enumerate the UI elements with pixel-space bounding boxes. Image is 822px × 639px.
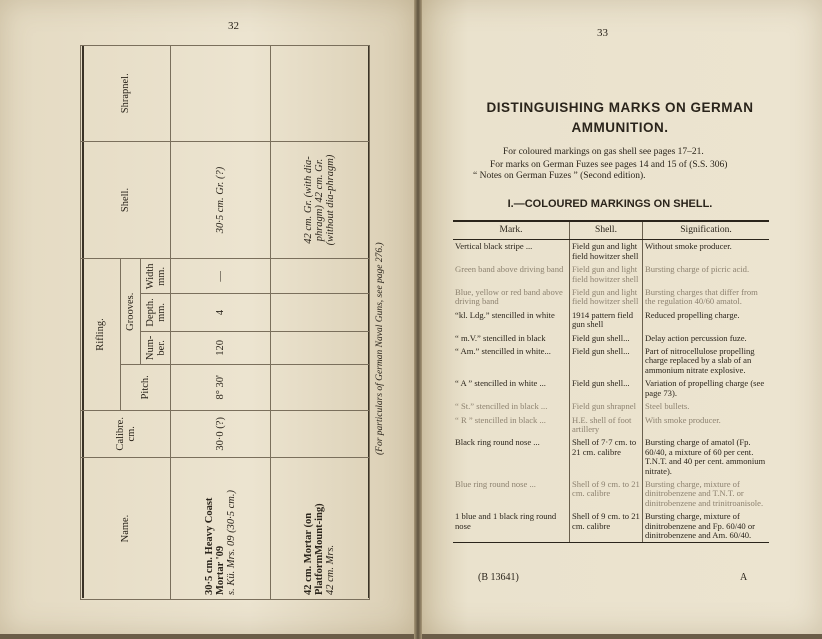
table-row [453, 510, 769, 543]
row-shrapnel [171, 46, 271, 142]
cell-signification: With smoke producer. [645, 414, 721, 425]
row-calibre: 30·0 (?) [171, 410, 271, 458]
table-row [453, 345, 769, 377]
cell-shell: Shell of 7·7 cm. to 21 cm. calibre [570, 436, 643, 478]
row-depth: 4 [171, 294, 271, 331]
row-shrapnel [270, 46, 370, 142]
col-mark: Mark. [453, 221, 570, 240]
page-title-line1: DISTINGUISHING MARKS ON GERMAN [486, 100, 754, 115]
cell-mark: Green band above driving band [455, 264, 564, 275]
cell-signification: Variation of propelling charge (see page 73). [645, 378, 765, 398]
table-row [453, 377, 769, 400]
table-row [453, 332, 769, 345]
cell-shell: H.E. shell of foot artillery [570, 414, 643, 437]
cell-signification: Part of nitrocellulose propelling charge replaced by a slab of an ammonium nitrate explosive. [645, 346, 755, 375]
coloured-markings-table [453, 220, 769, 543]
cell-signification: Bursting charge, mixture of dinitrobenzene and T.N.T. or dinitrobenzene and trinitroanisole. [645, 478, 764, 508]
cell-signification: Delay action percussion fuze. [645, 332, 747, 343]
cell-mark: Blue ring round nose ... [455, 478, 536, 489]
cell-mark: “ St.” stencilled in black ... [455, 401, 548, 412]
row-number [270, 331, 370, 365]
col-pitch: Pitch. [121, 365, 171, 410]
col-width: Width mm. [141, 259, 171, 294]
left-page-number: 32 [228, 20, 239, 32]
col-name: Name. [81, 458, 171, 600]
row-name-sub: s. Kü. Mrs. 09 (30·5 cm.) [225, 490, 237, 595]
cell-shell: Field gun shrapnel [570, 400, 643, 413]
cell-mark: “ A ” stencilled in white ... [455, 378, 546, 389]
table-row [453, 286, 769, 309]
header-rifling: Rifling. [81, 259, 121, 410]
left-footnote: (For particulars of German Naval Guns, see page 276.) [375, 242, 385, 455]
row-width: — [171, 259, 271, 294]
page-title-line2: AMMUNITION. [571, 120, 669, 135]
cell-shell: Field gun shell... [570, 377, 643, 400]
cell-shell: Field gun shell... [570, 332, 643, 345]
col-signification: Signification. [643, 221, 770, 240]
cell-shell: Field gun and light field howitzer shell [570, 286, 643, 309]
cell-shell: Field gun and light field howitzer shell [570, 240, 643, 263]
header-grooves: Grooves. [121, 259, 141, 365]
cell-shell: Field gun and light field howitzer shell [570, 263, 643, 286]
cell-mark: “ m.V.” stencilled in black [455, 332, 546, 343]
col-shrapnel: Shrapnel. [81, 46, 171, 142]
section-heading: I.—COLOURED MARKINGS ON SHELL. [507, 198, 713, 210]
table-row [453, 240, 769, 263]
row-shell: 42 cm. Gr. (with dia-phragm) 42 cm. Gr. (without dia-phragm) [270, 141, 370, 259]
col-calibre: Calibre. cm. [81, 410, 171, 458]
col-shell: Shell. [81, 141, 171, 259]
cell-signification: Bursting charge of amatol (Fp. 60/40, a mixture of 60 per cent. T.N.T. and 40 per cent. ammonium nitrate). [645, 437, 766, 476]
col-depth: Depth. mm. [141, 294, 171, 331]
cell-mark: Black ring round nose ... [455, 437, 540, 448]
row-pitch: 8° 30' [171, 365, 271, 410]
cell-mark: Blue, yellow or red band above driving band [455, 287, 563, 307]
table-row [453, 309, 769, 332]
cell-signification: Steel bullets. [645, 401, 690, 412]
col-shell: Shell. [570, 221, 643, 240]
row-name-sub: 42 cm. Mrs. [325, 544, 337, 595]
table-row [453, 436, 769, 478]
table-row [453, 400, 769, 413]
row-name: 42 cm. Mortar (on PlatformMount-ing) [303, 503, 326, 595]
cell-mark: “ R ” stencilled in black ... [455, 414, 546, 425]
cell-shell: Field gun shell... [570, 345, 643, 377]
cell-mark: Vertical black stripe ... [455, 241, 533, 252]
cell-signification: Reduced propelling charge. [645, 309, 740, 320]
cell-shell: 1914 pattern field gun shell [570, 309, 643, 332]
col-number: Num-ber. [141, 331, 171, 365]
table-row [171, 46, 271, 600]
table-row [453, 263, 769, 286]
cell-mark: “kl. Ldg.” stencilled in white [455, 309, 555, 320]
cell-shell: Shell of 9 cm. to 21 cm. calibre [570, 478, 643, 510]
cell-signification: Bursting charges that differ from the regulation 40/60 amatol. [645, 287, 758, 307]
rotated-rifling-table-wrapper [80, 45, 370, 600]
footer-print-code: (B 13641) [478, 572, 519, 583]
row-calibre [270, 410, 370, 458]
cell-signification: Bursting charge, mixture of dinitrobenzene and Fp. 60/40 or dinitrobenzene and Am. 60/40. [643, 510, 770, 543]
row-number: 120 [171, 331, 271, 365]
table-row [270, 46, 370, 600]
left-footnote-wrapper [375, 195, 389, 455]
right-page-number: 33 [597, 27, 608, 39]
table-row [453, 414, 769, 437]
cell-mark: 1 blue and 1 black ring round nose [453, 510, 570, 543]
row-name: 30·5 cm. Heavy Coast Mortar '09 [203, 497, 226, 595]
book-gutter [414, 0, 422, 639]
note-fuzes: For marks on German Fuzes see pages 14 and 15 of (S.S. 306) [490, 160, 728, 170]
note-gas-shell: For coloured markings on gas shell see pages 17–21. [503, 147, 704, 157]
row-width [270, 259, 370, 294]
cell-shell: Shell of 9 cm. to 21 cm. calibre [570, 510, 643, 543]
row-shell: 30·5 cm. Gr. (?) [171, 141, 271, 259]
footer-signature-mark: A [740, 572, 748, 583]
cell-mark: “ Am.” stencilled in white... [455, 346, 551, 357]
note-fuzes-edition: “ Notes on German Fuzes ” (Second edition). [473, 171, 646, 181]
row-depth [270, 294, 370, 331]
row-pitch [270, 365, 370, 410]
cell-signification: Bursting charge of picric acid. [645, 264, 750, 275]
table-row [453, 478, 769, 510]
cell-signification: Without smoke producer. [645, 241, 732, 252]
rifling-table [80, 45, 370, 600]
